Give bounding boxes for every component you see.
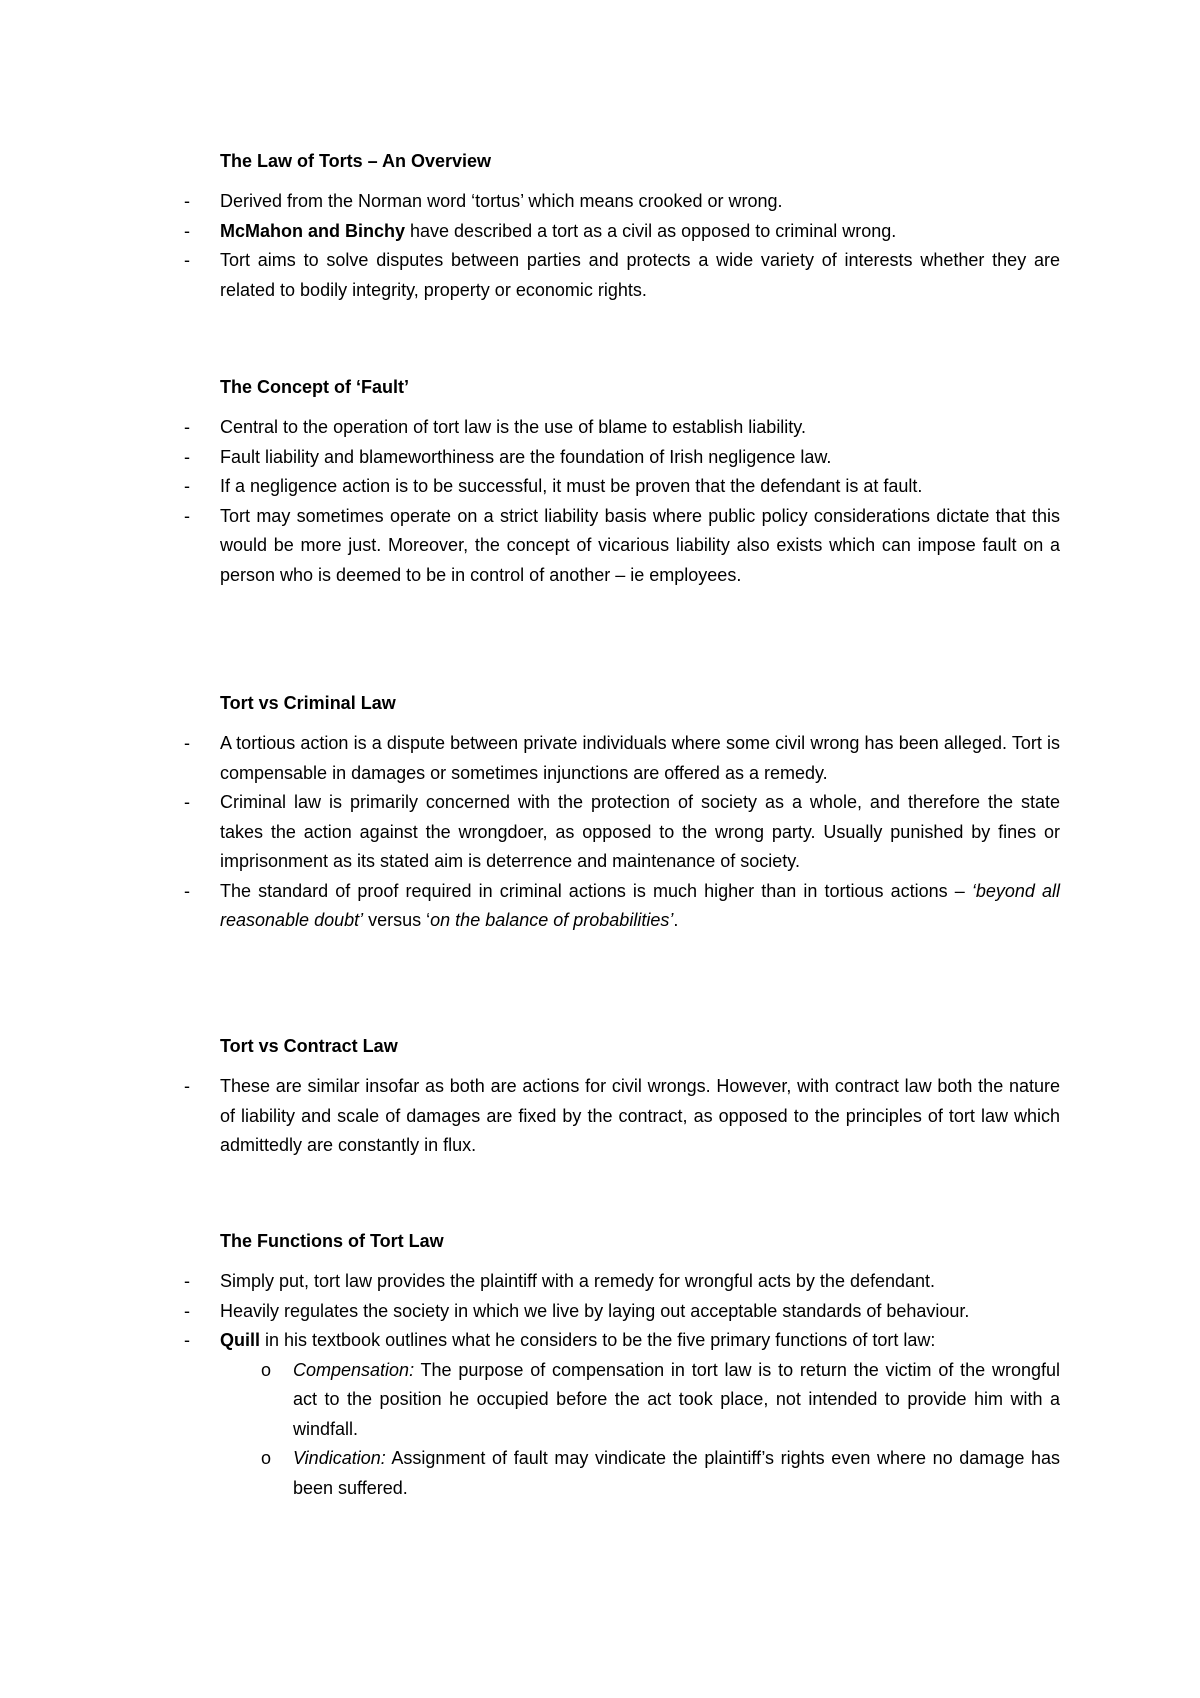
function-label: Vindication:	[293, 1448, 386, 1468]
section-overview	[180, 146, 1060, 305]
circle-bullet: o	[261, 1359, 272, 1380]
dash-bullet: -	[184, 733, 190, 753]
dash-bullet: -	[184, 505, 190, 526]
item-text: Criminal law is primarily concerned with the protection of society as a whole, and therefore the state takes the action against the wrongdoer, as opposed to the wrong party. Usually punished by fines or imprisonment as its stated aim is deterrence and maintenance of society.	[220, 792, 1060, 871]
list-item	[180, 502, 1060, 591]
list-item	[180, 413, 1060, 443]
item-text: Tort aims to solve disputes between parties and protects a wide variety of interests whether they are related to bodily integrity, property or economic rights.	[220, 250, 1060, 300]
list-item	[180, 443, 1060, 473]
sub-list-item	[220, 1444, 1060, 1503]
item-text: Assignment of fault may vindicate the plaintiff’s rights even where no damage has been suffered.	[293, 1448, 1060, 1498]
dash-bullet: -	[184, 792, 190, 812]
section-heading: The Law of Torts – An Overview	[220, 151, 492, 171]
author-name: McMahon and Binchy	[220, 220, 406, 241]
item-text: Fault liability and blameworthiness are the foundation of Irish negligence law.	[220, 446, 832, 467]
item-text: have described a tort as a civil as opposed to criminal wrong.	[405, 220, 897, 241]
section-heading: The Functions of Tort Law	[220, 1231, 444, 1251]
item-text: Tort may sometimes operate on a strict liability basis where public policy considerations dictate that this would be more just. Moreover, the concept of vicarious liability also exists which can impose fault on a person who is deemed to be in control of another – ie employees.	[220, 505, 1060, 585]
list-item	[180, 877, 1060, 936]
item-text: in his textbook outlines what he considers to be the five primary functions of tort law:	[260, 1330, 936, 1350]
dash-bullet: -	[184, 250, 190, 270]
item-text: .	[673, 910, 679, 930]
section-fault	[180, 372, 1060, 590]
italic-phrase: on the balance of probabilities’	[430, 910, 674, 930]
italic-phrase: ‘beyond all reasonable doubt’	[220, 880, 1061, 930]
sub-list-item	[220, 1356, 1060, 1445]
list-item	[180, 1267, 1060, 1297]
function-label: Compensation:	[293, 1359, 415, 1380]
section-functions	[180, 1226, 1060, 1503]
bullet-list	[180, 1072, 1060, 1161]
item-text: Simply put, tort law provides the plaintiff with a remedy for wrongful acts by the defendant.	[220, 1271, 936, 1291]
item-text: The purpose of compensation in tort law is to return the victim of the wrongful act to the position he occupied before the act took place, not intended to provide him with a windfall.	[293, 1359, 1060, 1439]
section-heading: The Concept of ‘Fault’	[220, 377, 409, 397]
dash-bullet: -	[184, 220, 190, 241]
section-heading: Tort vs Contract Law	[220, 1036, 398, 1056]
item-text: A tortious action is a dispute between private individuals where some civil wrong has been alleged. Tort is compensable in damages or sometimes injunctions are offered as a remedy.	[220, 733, 1060, 783]
list-item	[180, 729, 1060, 788]
bullet-list	[180, 187, 1060, 305]
list-item	[180, 1072, 1060, 1161]
bullet-list	[180, 1267, 1060, 1503]
list-item	[180, 1326, 1060, 1503]
dash-bullet: -	[184, 1271, 190, 1291]
sub-bullet-list	[220, 1356, 1060, 1504]
section-tort-vs-criminal	[180, 688, 1060, 936]
dash-bullet: -	[184, 191, 190, 211]
author-name: Quill	[220, 1330, 260, 1350]
bullet-list	[180, 413, 1060, 590]
dash-bullet: -	[184, 446, 190, 467]
circle-bullet: o	[261, 1448, 272, 1468]
item-text: versus ‘	[363, 910, 431, 930]
list-item	[180, 788, 1060, 877]
item-text: The standard of proof required in criminal actions is much higher than in tortious actions –	[220, 880, 972, 901]
dash-bullet: -	[184, 1330, 190, 1350]
section-tort-vs-contract	[180, 1031, 1060, 1161]
dash-bullet: -	[184, 417, 190, 437]
section-heading: Tort vs Criminal Law	[220, 693, 396, 713]
dash-bullet: -	[184, 880, 190, 901]
list-item	[180, 246, 1060, 305]
item-text: Heavily regulates the society in which we live by laying out acceptable standards of behaviour.	[220, 1300, 970, 1321]
list-item	[180, 187, 1060, 217]
item-text: These are similar insofar as both are actions for civil wrongs. However, with contract law both the nature of liability and scale of damages are fixed by the contract, as opposed to the principles of tort law which admittedly are constantly in flux.	[220, 1076, 1060, 1155]
item-text: If a negligence action is to be successful, it must be proven that the defendant is at fault.	[220, 476, 923, 496]
dash-bullet: -	[184, 1300, 190, 1321]
dash-bullet: -	[184, 476, 190, 496]
item-text: Central to the operation of tort law is the use of blame to establish liability.	[220, 417, 806, 437]
bullet-list	[180, 729, 1060, 936]
list-item	[180, 472, 1060, 502]
item-text: Derived from the Norman word ‘tortus’ which means crooked or wrong.	[220, 191, 783, 211]
list-item	[180, 1297, 1060, 1327]
list-item	[180, 217, 1060, 247]
dash-bullet: -	[184, 1076, 190, 1096]
